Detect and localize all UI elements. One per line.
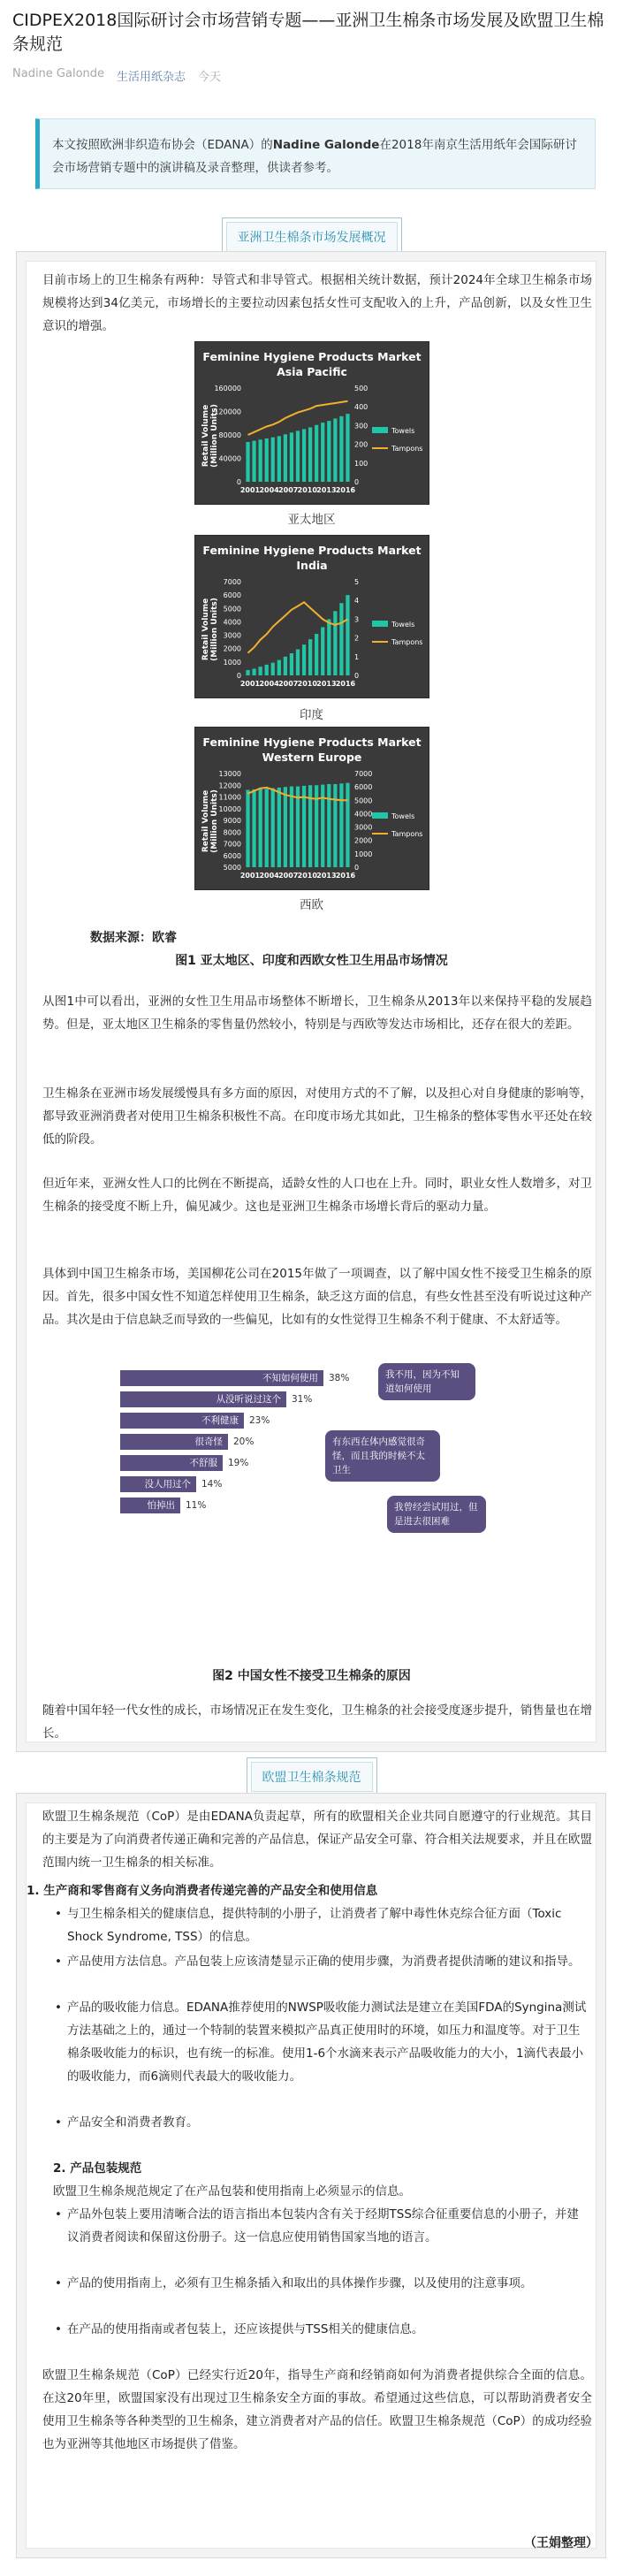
y2-tick-label: 2 bbox=[354, 634, 360, 643]
tampons-line bbox=[248, 602, 348, 652]
bullet-item: • 产品使用方法信息。产品包装上应该清楚显示正确的使用步骤，为消费者提供清晰的建议和指导。 bbox=[55, 1950, 589, 1973]
y-tick-label: 160000 bbox=[214, 385, 241, 392]
article-title: CIDPEX2018国际研讨会市场营销专题——亚洲卫生棉条市场发展及欧盟卫生棉条规范 bbox=[12, 11, 604, 54]
towels-bar bbox=[302, 644, 306, 675]
y-tick-label: 6000 bbox=[223, 591, 241, 600]
towels-bar bbox=[277, 788, 281, 867]
towels-bar bbox=[265, 789, 269, 867]
quote-bubble: 我曾经尝试用过，但是进去很困难 bbox=[387, 1496, 486, 1533]
towels-bar bbox=[339, 603, 343, 675]
y-tick-label: 7000 bbox=[223, 578, 241, 586]
section2-para-2: 欧盟卫生棉条规范（CoP）已经实行近20年，指导生产商和经销商如何为消费者提供综合全面的信息。在这20年里，欧盟国家没有出现过卫生棉条安全方面的事故。希望通过这些信息，可以帮助消费者安全使用卫生棉条等各种类型的卫生棉条，建立消费者对产品的信任。欧盟卫生棉条规范（CoP）的成功经验也为亚洲等其他地区市场提供了借鉴。 bbox=[42, 2368, 592, 2451]
y-tick-label: 1000 bbox=[223, 658, 241, 667]
x-tick-label: 2004 bbox=[259, 872, 279, 880]
bullet-item: • 产品的吸收能力信息。EDANA推荐使用的NWSP吸收能力测试法是建立在美国FDA的Syngina测试方法基础之上的，通过一个特制的装置来模拟产品真正使用时的环境，如压力和温度等。对于卫生棉条吸收能力的标识，也有统一的标准。使用1-6个水滴来表示产品吸收能力的大小，1滴代表最小的吸收能力，而6滴则代表最大的吸收能力。 bbox=[55, 1996, 589, 2088]
towels-bar bbox=[246, 670, 249, 675]
figure1-caption: 图1 亚太地区、印度和西欧女性卫生用品市场情况 bbox=[175, 954, 448, 968]
y-tick-label: 12000 bbox=[218, 781, 241, 790]
y2-tick-label: 1000 bbox=[354, 850, 373, 858]
towels-bar bbox=[339, 783, 343, 867]
author: Nadine Galonde bbox=[12, 67, 105, 80]
x-tick-label: 2010 bbox=[297, 872, 317, 880]
towels-bar bbox=[296, 649, 300, 675]
y2-tick-label: 0 bbox=[354, 478, 360, 486]
legend-towels: Towels bbox=[391, 621, 415, 629]
towels-bar bbox=[290, 432, 293, 482]
y-tick-label: 11000 bbox=[218, 793, 241, 802]
towels-bar bbox=[252, 668, 255, 675]
y2-tick-label: 0 bbox=[354, 864, 360, 872]
chart-svg bbox=[195, 342, 430, 506]
towels-bar bbox=[259, 789, 262, 867]
y-tick-label: 6000 bbox=[223, 851, 241, 860]
towels-bar bbox=[333, 611, 337, 675]
y2-tick-label: 5 bbox=[354, 578, 360, 586]
y-tick-label: 10000 bbox=[218, 804, 241, 813]
towels-bar bbox=[265, 665, 269, 675]
chart-western-europe bbox=[194, 727, 429, 890]
reason-value: 38% bbox=[329, 1373, 350, 1383]
towels-bar bbox=[277, 436, 281, 482]
reason-value: 31% bbox=[292, 1394, 313, 1405]
y2-tick-label: 4 bbox=[354, 597, 360, 606]
y-tick-label: 9000 bbox=[223, 817, 241, 825]
towels-bar bbox=[346, 414, 349, 482]
towels-bar bbox=[333, 784, 337, 867]
reason-value: 19% bbox=[228, 1458, 249, 1468]
reason-bar: 不知如何使用 bbox=[120, 1370, 323, 1386]
reason-bar: 从没听说过这个 bbox=[120, 1391, 286, 1407]
y2-tick-label: 400 bbox=[354, 403, 368, 412]
towels-bar bbox=[321, 627, 324, 675]
towels-bar bbox=[339, 416, 343, 482]
y-tick-label: 8000 bbox=[223, 828, 241, 837]
x-tick-label: 2016 bbox=[335, 486, 356, 494]
y-tick-label: 2000 bbox=[223, 644, 241, 653]
bullet-item: • 在产品的使用指南或者包装上，还应该提供与TSS相关的健康信息。 bbox=[55, 2318, 589, 2341]
towels-bar bbox=[333, 418, 337, 482]
towels-bar bbox=[252, 789, 255, 867]
quote-bubble: 我不用，因为不知道如何使用 bbox=[378, 1363, 475, 1400]
chart-caption-we: 西欧 bbox=[300, 898, 323, 912]
reason-bar: 不利健康 bbox=[120, 1413, 244, 1429]
y2-tick-label: 3 bbox=[354, 615, 360, 624]
reason-value: 14% bbox=[201, 1479, 223, 1490]
x-tick-label: 2013 bbox=[316, 872, 337, 880]
towels-bar bbox=[259, 439, 262, 482]
section2-tag-wrap bbox=[0, 1757, 623, 1796]
figure2-caption: 图2 中国女性不接受卫生棉条的原因 bbox=[212, 1669, 411, 1683]
y2-tick-label: 4000 bbox=[354, 810, 373, 819]
intro-text-pre: 本文按照欧洲非织造布协会（EDANA）的 bbox=[52, 138, 273, 152]
towels-bar bbox=[290, 787, 293, 867]
towels-bar bbox=[271, 663, 275, 675]
x-tick-label: 2001 bbox=[239, 680, 261, 688]
section2-heading-2-text: 欧盟卫生棉条规范规定了在产品包装和使用指南上必须显示的信息。 bbox=[53, 2184, 411, 2199]
towels-bar bbox=[346, 595, 349, 675]
article-meta bbox=[12, 67, 221, 84]
towels-bar bbox=[327, 421, 330, 482]
section1-para-6: 随着中国年轻一代女性的成长，市场情况正在发生变化，卫生棉条的社会接受度逐步提升，销售量也在增长。 bbox=[42, 1703, 592, 1741]
legend-towels: Towels bbox=[391, 812, 415, 820]
section1-para-3: 卫生棉条在亚洲市场发展缓慢具有多方面的原因，对使用方式的不了解，以及担心对自身健康的影响等，都导致亚洲消费者对使用卫生棉条积极性不高。在印度市场尤其如此，卫生棉条的整体零售水平还处在较低的阶段。 bbox=[42, 1086, 592, 1147]
intro-text-post: 在2018年南京生活用纸年会国际研讨会市场营销专题中的演讲稿及录音整理，供读者参考。 bbox=[52, 138, 577, 175]
towels-bar bbox=[265, 438, 269, 482]
y2-tick-label: 1 bbox=[354, 652, 360, 661]
y2-tick-label: 200 bbox=[354, 440, 368, 449]
towels-bar bbox=[327, 784, 330, 867]
intro-box bbox=[35, 118, 596, 189]
reason-value: 11% bbox=[186, 1500, 207, 1511]
section1-para-4: 但近年来，亚洲女性人口的比例在不断提高，适龄女性的人口也在上升。同时，职业女性人数增多，对卫生棉条的接受度不断上升，偏见减少。这也是亚洲卫生棉条市场增长背后的驱动力量。 bbox=[42, 1177, 592, 1214]
chart-svg bbox=[195, 728, 430, 891]
legend-towels-swatch bbox=[372, 621, 388, 627]
x-tick-label: 2001 bbox=[239, 872, 261, 880]
section2-tag bbox=[247, 1757, 377, 1796]
y-tick-label: 3000 bbox=[223, 631, 241, 640]
reason-value: 20% bbox=[233, 1437, 255, 1447]
x-tick-label: 2016 bbox=[335, 680, 356, 688]
towels-bar bbox=[315, 785, 318, 867]
y2-tick-label: 2000 bbox=[354, 836, 373, 845]
towels-bar bbox=[315, 425, 318, 482]
section2-heading-2: 2. 产品包装规范 bbox=[53, 2161, 142, 2176]
y-tick-label: 80000 bbox=[218, 431, 241, 439]
y2-tick-label: 300 bbox=[354, 422, 368, 431]
chart-asia-pacific bbox=[194, 341, 429, 505]
x-tick-label: 2013 bbox=[316, 486, 337, 494]
y-tick-label: 40000 bbox=[218, 454, 241, 463]
x-tick-label: 2013 bbox=[316, 680, 337, 688]
section2-heading-1: 1. 生产商和零售商有义务向消费者传递完善的产品安全和使用信息 bbox=[27, 1884, 378, 1898]
reason-bar: 不舒服 bbox=[120, 1455, 223, 1471]
bullet-item: • 产品的使用指南上，必须有卫生棉条插入和取出的具体操作步骤，以及使用的注意事项。 bbox=[55, 2272, 589, 2295]
reason-bar: 怕掉出 bbox=[120, 1498, 180, 1513]
y2-tick-label: 5000 bbox=[354, 796, 373, 805]
towels-bar bbox=[284, 787, 287, 867]
chart-title: Feminine Hygiene Products Market Western Europe bbox=[202, 735, 422, 764]
section1-para-5: 具体到中国卫生棉条市场，美国柳花公司在2015年做了一项调查，以了解中国女性不接受卫生棉条的原因。首先，很多中国女性不知道怎样使用卫生棉条，缺乏这方面的信息，有些女性甚至没有听说过这种产品。其次是由于信息缺乏而导致的一些偏见，比如有的女性觉得卫生棉条不利于健康、不太舒适等。 bbox=[42, 1267, 592, 1327]
x-tick-label: 2010 bbox=[297, 680, 317, 688]
towels-bar bbox=[246, 790, 249, 867]
towels-bar bbox=[327, 619, 330, 675]
y-tick-label: 120000 bbox=[214, 408, 241, 416]
chart-ylabel: Retail Volume (Million Units) bbox=[201, 598, 219, 661]
y-tick-label: 7000 bbox=[223, 840, 241, 849]
legend-tampons: Tampons bbox=[391, 830, 423, 838]
data-source: 数据来源：欧睿 bbox=[90, 931, 177, 945]
chart-title: Feminine Hygiene Products Market Asia Pacific bbox=[202, 350, 422, 378]
chart-title: Feminine Hygiene Products Market India bbox=[202, 544, 422, 572]
x-tick-label: 2004 bbox=[259, 486, 279, 494]
reasons-chart bbox=[120, 1363, 491, 1572]
source-link[interactable]: 生活用纸杂志 bbox=[117, 71, 186, 84]
towels-bar bbox=[284, 434, 287, 482]
chart-ylabel: Retail Volume (Million Units) bbox=[201, 404, 219, 468]
section1-tag-label: 亚洲卫生棉条市场发展概况 bbox=[226, 222, 398, 252]
legend-tampons: Tampons bbox=[391, 445, 423, 453]
towels-bar bbox=[308, 639, 312, 675]
towels-bar bbox=[321, 423, 324, 482]
reason-value: 23% bbox=[249, 1415, 270, 1426]
reason-bar: 没人用过个 bbox=[120, 1476, 196, 1492]
y2-tick-label: 7000 bbox=[354, 770, 373, 778]
y-tick-label: 13000 bbox=[218, 770, 241, 778]
legend-towels: Towels bbox=[391, 427, 415, 435]
towels-bar bbox=[296, 431, 300, 482]
y-tick-label: 0 bbox=[236, 478, 241, 486]
towels-bar bbox=[302, 429, 306, 482]
towels-bar bbox=[259, 667, 262, 675]
bullet-item: • 产品外包装上要用清晰合法的语言指出本包装内含有关于经期TSS综合征重要信息的小册子，并建议消费者阅读和保留这份册子。这一信息应使用销售国家当地的语言。 bbox=[55, 2203, 589, 2249]
towels-bar bbox=[290, 653, 293, 675]
y2-tick-label: 6000 bbox=[354, 783, 373, 792]
chart-caption-india: 印度 bbox=[300, 708, 323, 722]
section2-para-1: 欧盟卫生棉条规范（CoP）是由EDANA负责起草，所有的欧盟相关企业共同自愿遵守的行业规范。其目的主要是为了向消费者传递正确和完善的产品信息，保证产品安全可靠、符合相关法规要求，并且在欧盟范围内统一卫生棉条的相关标准。 bbox=[42, 1810, 592, 1870]
chart-ylabel: Retail Volume (Million Units) bbox=[201, 789, 219, 853]
legend-towels-swatch bbox=[372, 812, 388, 819]
legend-tampons: Tampons bbox=[391, 638, 423, 646]
publish-date: 今天 bbox=[198, 71, 222, 84]
x-tick-label: 2016 bbox=[335, 872, 356, 880]
y2-tick-label: 0 bbox=[354, 672, 360, 680]
y2-tick-label: 500 bbox=[354, 385, 368, 392]
x-tick-label: 2007 bbox=[278, 680, 299, 688]
reason-bar: 很奇怪 bbox=[120, 1434, 228, 1450]
quote-bubble: 有东西在体内感觉很奇怪，而且我的时候不太卫生 bbox=[325, 1430, 440, 1482]
chart-india bbox=[194, 535, 429, 698]
towels-bar bbox=[271, 789, 275, 867]
chart-svg bbox=[195, 536, 430, 699]
x-tick-label: 2007 bbox=[278, 872, 299, 880]
y-tick-label: 4000 bbox=[223, 618, 241, 627]
tampons-line bbox=[248, 401, 348, 435]
towels-bar bbox=[277, 660, 281, 675]
section1-para-1: 目前市场上的卫生棉条有两种：导管式和非导管式。根据相关统计数据，预计2024年全球卫生棉条市场规模将达到34亿美元，市场增长的主要拉动因素包括女性可支配收入的上升，产品创新，以及女性卫生意识的增强。 bbox=[42, 273, 592, 333]
x-tick-label: 2004 bbox=[259, 680, 279, 688]
towels-bar bbox=[308, 427, 312, 482]
y-tick-label: 5000 bbox=[223, 864, 241, 872]
towels-bar bbox=[284, 657, 287, 675]
intro-speaker: Nadine Galonde bbox=[272, 138, 380, 152]
x-tick-label: 2001 bbox=[239, 486, 261, 494]
y-tick-label: 5000 bbox=[223, 605, 241, 614]
towels-bar bbox=[252, 441, 255, 482]
editor-signature: （王娟整理） bbox=[524, 2536, 598, 2550]
bullet-item: • 与卫生棉条相关的健康信息，提供特制的小册子，让消费者了解中毒性休克综合征方面（Toxic Shock Syndrome, TSS）的信息。 bbox=[55, 1902, 589, 1948]
section2-tag-label: 欧盟卫生棉条规范 bbox=[251, 1762, 373, 1792]
towels-bar bbox=[271, 438, 275, 482]
section1-para-2: 从图1中可以看出，亚洲的女性卫生用品市场整体不断增长，卫生棉条从2013年以来保持平稳的发展趋势。但是，亚太地区卫生棉条的零售量仍然较小，特别是与西欧等发达市场相比，还存在很大的差距。 bbox=[42, 995, 592, 1032]
y2-tick-label: 3000 bbox=[354, 823, 373, 832]
towels-bar bbox=[346, 783, 349, 867]
y2-tick-label: 100 bbox=[354, 459, 368, 468]
x-tick-label: 2010 bbox=[297, 486, 317, 494]
towels-bar bbox=[246, 442, 249, 482]
y-tick-label: 0 bbox=[236, 672, 241, 680]
legend-towels-swatch bbox=[372, 427, 388, 433]
towels-bar bbox=[315, 634, 318, 675]
chart-caption-asia: 亚太地区 bbox=[287, 513, 336, 527]
x-tick-label: 2007 bbox=[278, 486, 299, 494]
bullet-item: • 产品安全和消费者教育。 bbox=[55, 2111, 589, 2134]
